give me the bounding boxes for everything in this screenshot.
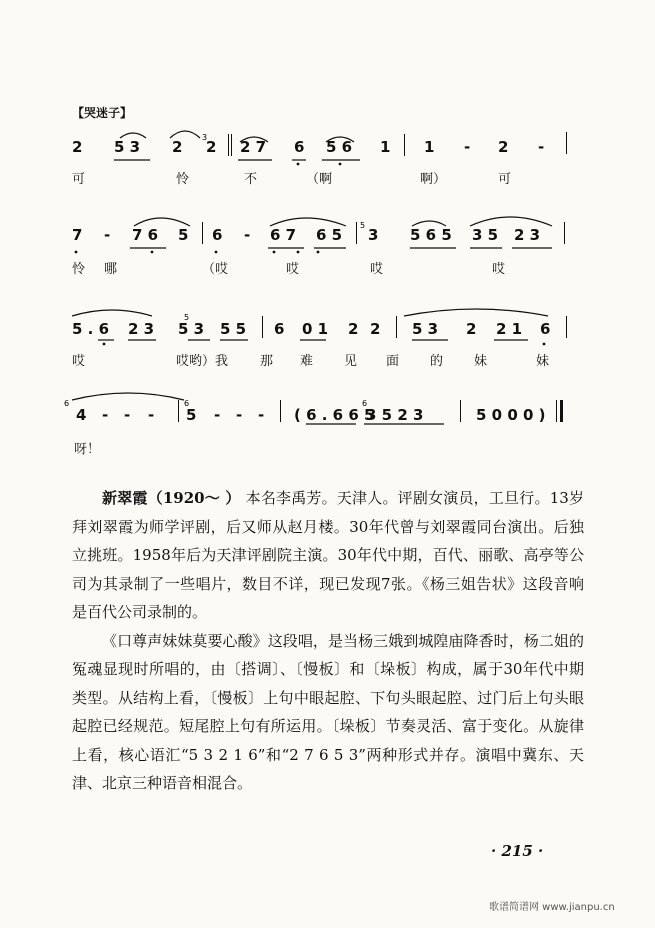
note: 6 5	[316, 226, 343, 244]
note: 6	[274, 320, 285, 338]
row-2-notes	[0, 226, 655, 246]
note: -	[102, 406, 109, 424]
lyric: 怜	[176, 172, 190, 187]
note: -	[236, 406, 243, 424]
lyric: 啊）	[420, 172, 447, 187]
note: 5 5	[220, 320, 247, 338]
row-1-notes	[0, 138, 655, 158]
lyric: 哎	[492, 262, 506, 277]
performer-name: 新翠霞	[102, 489, 148, 507]
barline	[566, 132, 567, 154]
note: 2	[498, 138, 509, 156]
lyric: 面	[386, 354, 400, 369]
barline	[231, 134, 232, 156]
row-2-lyrics	[0, 258, 655, 278]
note: 6	[540, 320, 551, 338]
note: 2	[172, 138, 183, 156]
lyric: 妹	[536, 354, 550, 369]
note: -	[104, 226, 111, 244]
note: 2 1	[496, 320, 523, 338]
score-row-1	[0, 120, 655, 200]
note: 4	[76, 406, 87, 424]
note: -	[464, 138, 471, 156]
lyric: 见	[344, 354, 358, 369]
note: 5 3	[114, 138, 141, 156]
note: 6	[294, 138, 305, 156]
note: 5 0 0 0 )	[476, 406, 546, 424]
svg-text:6: 6	[362, 399, 368, 408]
lyric: 哎哟）我	[176, 354, 229, 369]
lyric: 哎	[370, 262, 384, 277]
note: -	[124, 406, 131, 424]
note: -	[214, 406, 221, 424]
note: 2	[370, 320, 381, 338]
note: 6 7	[270, 226, 297, 244]
note: 3	[368, 226, 379, 244]
note: 2	[72, 138, 83, 156]
note: 2 3	[514, 226, 541, 244]
note: -	[148, 406, 155, 424]
barline	[202, 222, 203, 244]
biography-text	[72, 484, 584, 798]
barline	[460, 400, 461, 422]
score-row-4	[0, 386, 655, 466]
svg-text:5: 5	[184, 313, 190, 322]
note: 5 6 5	[410, 226, 452, 244]
row-3-notes	[0, 320, 655, 340]
note: 5	[186, 406, 197, 424]
lyric: 哎	[286, 262, 300, 277]
barline	[566, 316, 567, 338]
note: 1	[380, 138, 391, 156]
note: 5 . 6	[72, 320, 110, 338]
lyric: 呀！	[74, 442, 101, 457]
note: 7 6	[132, 226, 159, 244]
page-number: · 215 ·	[491, 842, 544, 860]
site-watermark: 歌谱简谱网 www.jianpu.cn	[489, 902, 615, 913]
row-3-lyrics	[0, 350, 655, 370]
barline	[178, 400, 179, 422]
note: 2 3	[128, 320, 155, 338]
barline	[280, 400, 281, 422]
note: 5 3	[178, 320, 205, 338]
barline	[404, 134, 405, 156]
note: 7	[72, 226, 83, 244]
slur-marks	[0, 302, 655, 382]
note: 3 5	[472, 226, 499, 244]
barline	[564, 222, 565, 244]
paragraph-1-body: 本名李禹芳。天津人。评剧女演员，工旦行。13岁拜刘翠霞为师学评剧，后又师从赵月楼。30年代曾与刘翠霞同台演出。后独立挑班。1958年后为天津评剧院主演。30年代中期，百代、丽歌、高亭等公司为其录制了一些唱片，数目不详，现已发现7张。《杨三姐告状》这段音响是百代公司录制的。	[72, 489, 584, 621]
svg-text:6: 6	[184, 399, 190, 408]
final-barline-thick	[560, 400, 563, 422]
barline	[262, 316, 263, 338]
note: 0 1	[302, 320, 329, 338]
lyric: 怜	[72, 262, 86, 277]
final-barline-thin	[556, 400, 557, 422]
svg-text:3: 3	[202, 133, 208, 142]
note: 2	[348, 320, 359, 338]
lyric: 的	[430, 354, 444, 369]
row-4-lyrics	[0, 438, 655, 458]
note: 5 3	[412, 320, 439, 338]
lyric: 难	[300, 354, 314, 369]
tune-name: 【哭迷子】	[72, 106, 133, 120]
svg-text:6: 6	[64, 399, 70, 408]
lyric: 哪	[104, 262, 118, 277]
note: -	[258, 406, 265, 424]
lyric: （啊	[306, 172, 333, 187]
note: -	[244, 226, 251, 244]
performer-years: （1920～ ）	[147, 489, 241, 507]
row-1-lyrics	[0, 168, 655, 188]
lyric: 可	[72, 172, 86, 187]
svg-text:5: 5	[360, 221, 366, 230]
note: 5	[178, 226, 189, 244]
note: 3 5 2 3	[366, 406, 424, 424]
lyric: （哎	[202, 262, 229, 277]
score-row-2	[0, 208, 655, 288]
paragraph-1	[72, 484, 584, 627]
note: 2 7	[240, 138, 267, 156]
note: 1	[424, 138, 435, 156]
note: ( 6 . 6 6 5	[294, 406, 375, 424]
note: 2	[466, 320, 477, 338]
note: 5 6	[326, 138, 353, 156]
lyric: 可	[498, 172, 512, 187]
lyric: 妹	[474, 354, 488, 369]
note: 6	[212, 226, 223, 244]
barline	[356, 222, 357, 244]
barline	[396, 316, 397, 338]
note: 2	[206, 138, 217, 156]
paragraph-2: 《口尊声妹妹莫要心酸》这段唱，是当杨三娥到城隍庙降香时，杨二姐的冤魂显现时所唱的，由〔搭调〕、〔慢板〕和〔垛板〕构成，属于30年代中期类型。从结构上看，〔慢板〕上句中眼起腔、下句头眼起腔、过门后上句头眼起腔已经规范。短尾腔上句有所运用。〔垛板〕节奏灵活、富于变化。从旋律上看，核心语汇“5 3 2 1 6”和“2 7 6 5 3”两种形式并存。演唱中冀东、天津、北京三种语音相混合。	[72, 631, 584, 792]
slur-marks	[0, 120, 655, 200]
score-row-3	[0, 302, 655, 382]
barline	[228, 134, 229, 156]
lyric: 那	[260, 354, 274, 369]
note: -	[538, 138, 545, 156]
lyric: 不	[244, 172, 258, 187]
lyric: 哎	[72, 354, 86, 369]
